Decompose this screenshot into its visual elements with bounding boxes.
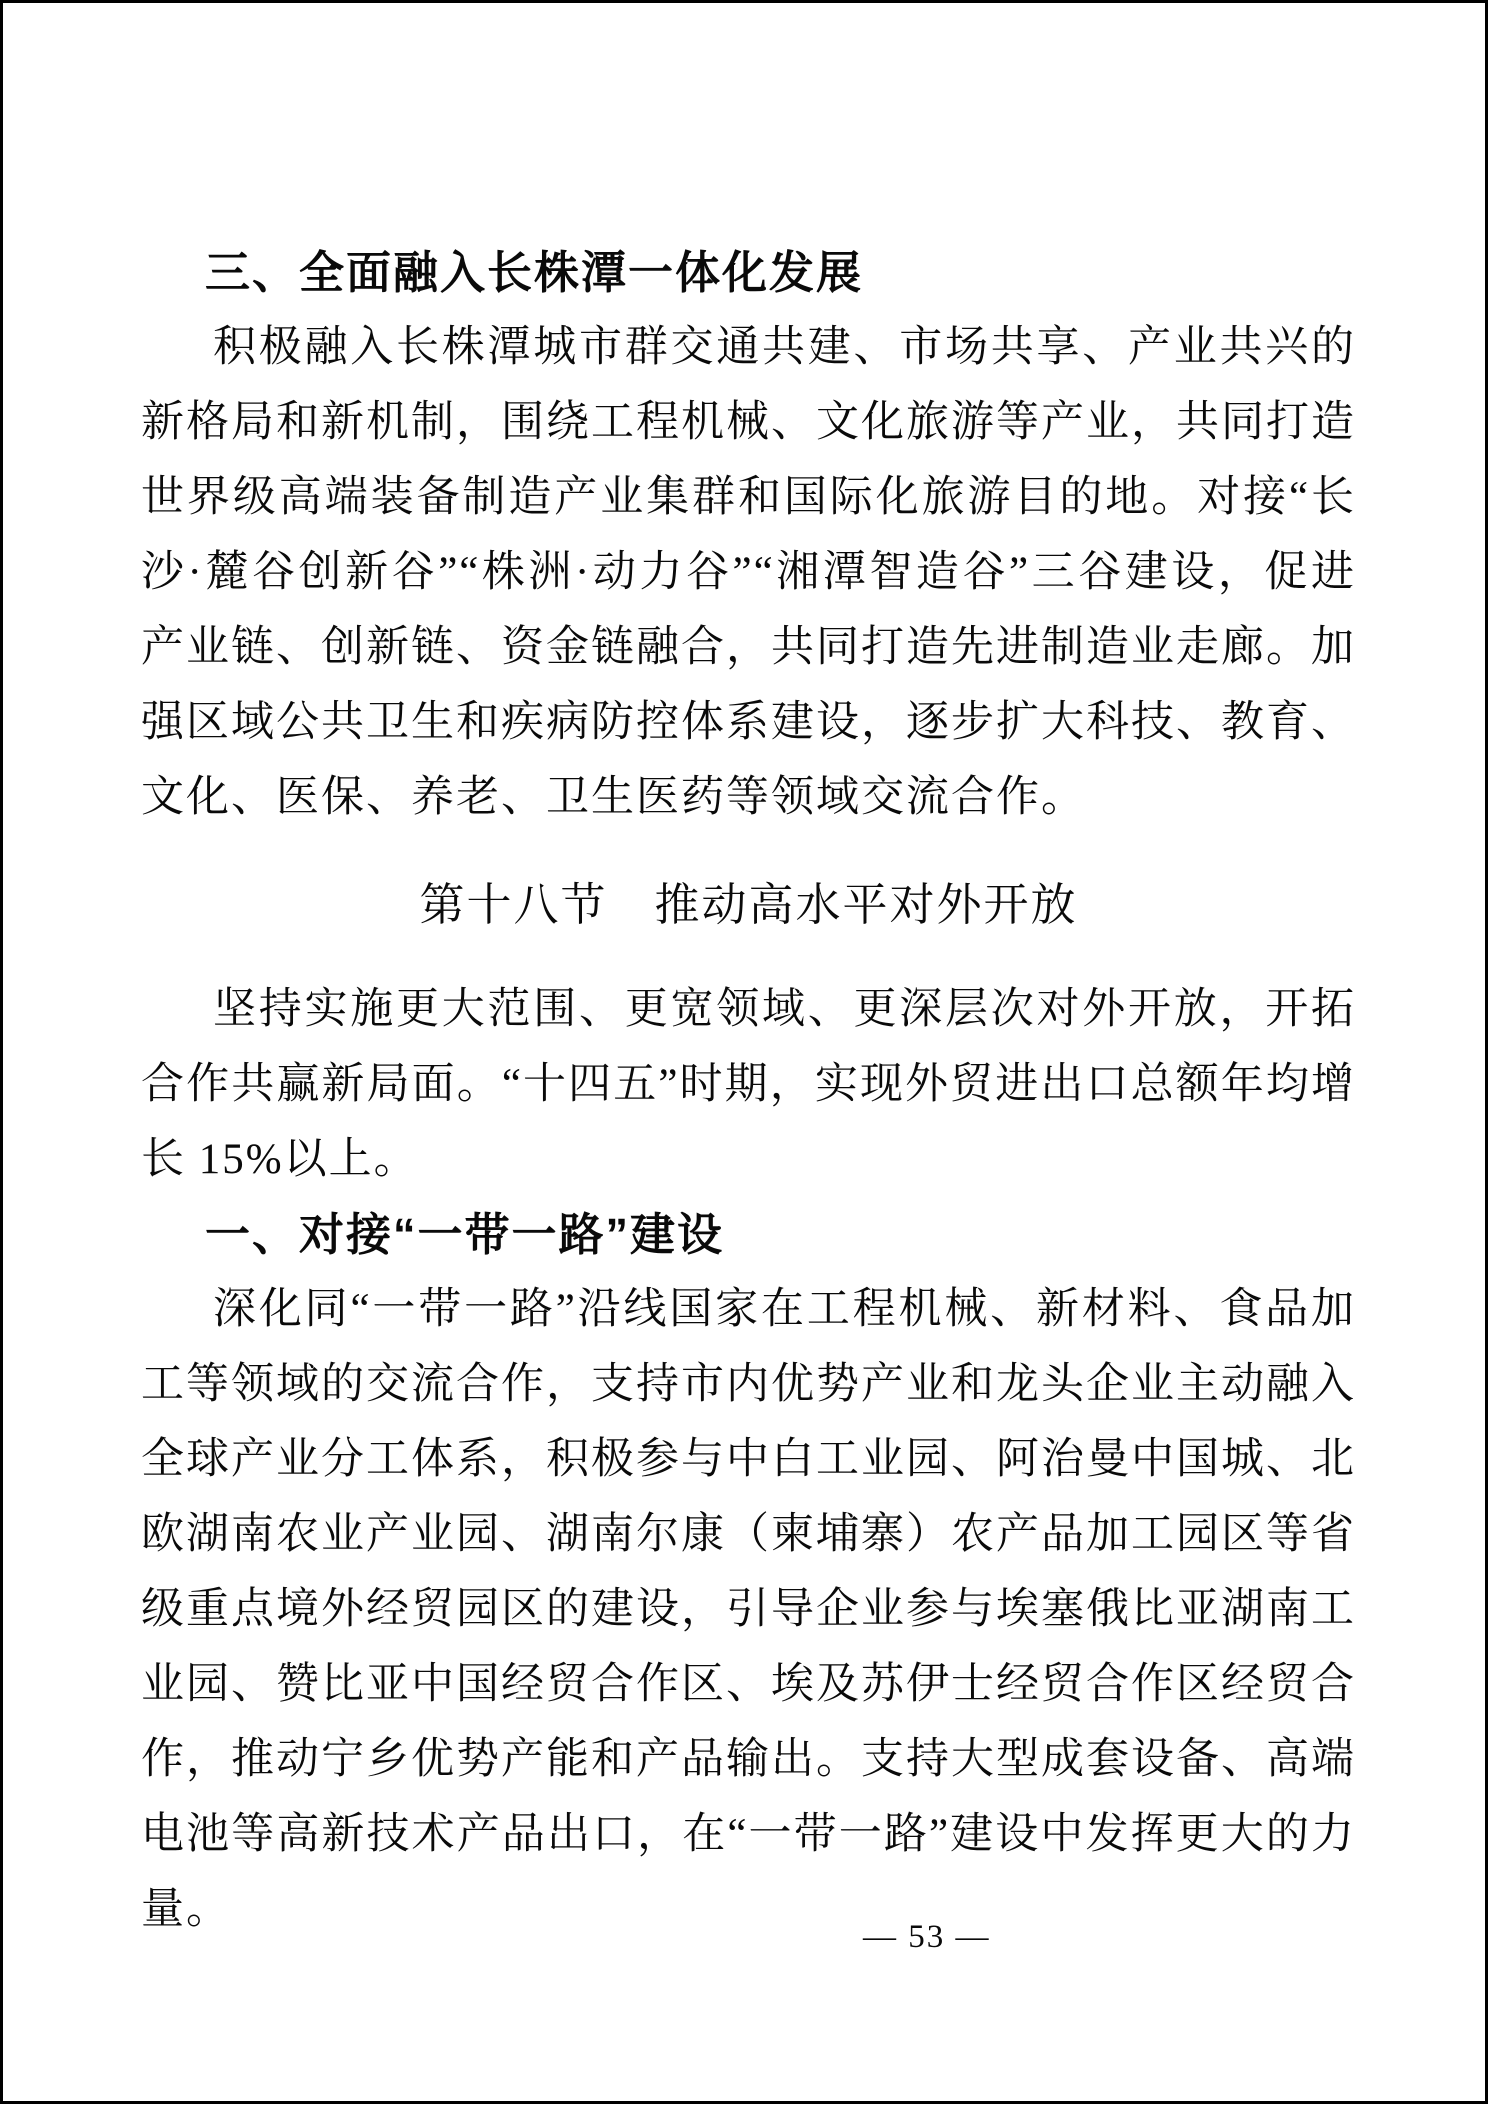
heading-changzhutan-integration: 三、全面融入长株潭一体化发展 bbox=[205, 247, 864, 298]
page-number: — 53 — bbox=[863, 1919, 991, 1955]
heading-belt-and-road: 一、对接“一带一路”建设 bbox=[205, 1209, 725, 1260]
paragraph-opening-up: 坚持实施更大范围、更宽领域、更深层次对外开放，开拓合作共赢新局面。“十四五”时期，实现外贸进出口总额年均增长 15%以上。 bbox=[141, 986, 1356, 1183]
content-area bbox=[141, 235, 1356, 1947]
paragraph-belt-and-road: 深化同“一带一路”沿线国家在工程机械、新材料、食品加工等领域的交流合作，支持市内优势产业和龙头企业主动融入全球产业分工体系，积极参与中白工业园、阿治曼中国城、北欧湖南农业产业园、湖南尔康（柬埔寨）农产品加工园区等省级重点境外经贸园区的建设，引导企业参与埃塞俄比亚湖南工业园、赞比亚中国经贸合作区、埃及苏伊士经贸合作区经贸合作，推动宁乡优势产能和产品输出。支持大型成套设备、高端电池等高新技术产品出口，在“一带一路”建设中发挥更大的力量。 bbox=[141, 1286, 1356, 1933]
paragraph-changzhutan-integration: 积极融入长株潭城市群交通共建、市场共享、产业共兴的新格局和新机制，围绕工程机械、文化旅游等产业，共同打造世界级高端装备制造产业集群和国际化旅游目的地。对接“长沙·麓谷创新谷”“株洲·动力谷”“湘潭智造谷”三谷建设，促进产业链、创新链、资金链融合，共同打造先进制造业走廊。加强区域公共卫生和疾病防控体系建设，逐步扩大科技、教育、文化、医保、养老、卫生医药等领域交流合作。 bbox=[141, 324, 1356, 821]
section-heading-18-opening-up: 第十八节 推动高水平对外开放 bbox=[419, 879, 1078, 930]
